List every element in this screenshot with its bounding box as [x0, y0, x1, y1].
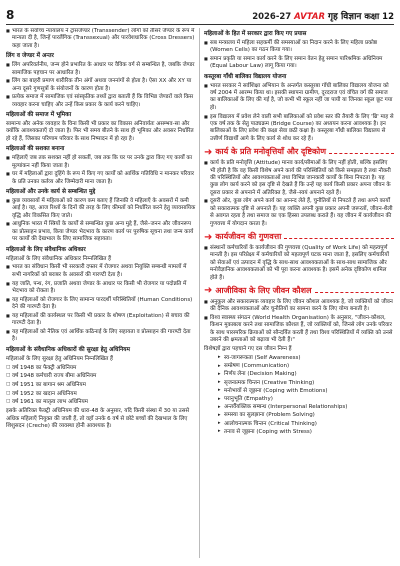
subheading: महिलाओं के लिए संवैधानिक अधिकार — [6, 246, 86, 253]
heading-rule — [329, 153, 394, 154]
list-item: ▸ समस्या का सुलझाना (Problem Solving) — [218, 412, 394, 419]
bullet-point: ■ संस्थानों कर्मचारियों के कार्यजीवन की गुणवत्ता (Quality of Work Life) को महत्वपूर्ण मानती है। इस परिप्रेक्ष्य में कर्मचारियों को महत्वपूर्ण घटक माना जाता है, इसलिए कर्मचारियों को सेवाओं एवं उत्पादन में वृद्धि के साथ-साथ आवश्यकताओं के साथ-साथ सामाजिक और मनोवैज्ञानिक आवश्यकताओं को भी पूरा करना आवश्यक है। इसमें अनेक दृष्टिकोण शामिल होते हैं। — [210, 245, 394, 282]
arrow-icon: ➜ — [204, 231, 213, 243]
bullet-point: ■ यह जाति, पन्थ, रंग, प्रजाति अथवा जेण्डर के आधार पर किसी भी रोजगार या पदोन्नति में भेदभाव को रोकता है। — [12, 281, 196, 296]
right-column — [204, 28, 394, 560]
list-item: □ वर्ष 1961 का मातृत्व लाभ अधिनियम — [12, 399, 196, 406]
heading-rule — [284, 238, 394, 239]
section-heading-text: आजीविका के लिए जीवन कौशल — [215, 286, 312, 296]
bullet-point: ■ यह महिलाओं को नैतिक एवं आर्थिक कठिनाई के लिए सहायता व प्रोत्साहन की गारण्टी देता है। — [12, 329, 196, 344]
list-item: ▸ मनोभावों से जूझना (Coping with Emotions) — [218, 388, 394, 395]
brand-logo: AVTAR — [294, 12, 326, 22]
bullet-point: ■ यह महिलाओं की कार्यस्थल पर किसी भी प्रकार के शोषण (Exploitation) से बचाव की गारण्टी देता है। — [12, 313, 196, 328]
bullet-point: ■ समान प्रकृति या समान कार्य करने के लिए समान वेतन हेतु समान पारिश्रमिक अधिनियम (Equal Labour Law) लागू किया गया। — [210, 56, 394, 71]
section-heading — [204, 147, 394, 158]
section-heading — [204, 286, 394, 297]
section-heading-text: कार्यजीवन की गुणवत्ता — [215, 232, 282, 242]
subheading: महिलाओं के हित में सरकार द्वारा किए गए प्रयास — [204, 31, 307, 37]
bullet-point: ■ इस विद्यालय में प्रवेश लेने वाली सभी बालिकाओं को प्रवेश स्तर की तैयारी के लिए 'ब्रि' माह से एक वर्ष तक के सेतु पाठ्यक्रम (Bridge Course) का अध्ययन करना आवश्यक है। इन बालिकाओं के लिए प्रवेश की कक्षा सेवा छठी कक्षा है। कस्तूरबा गाँधी बालिका विद्यालय से उत्तीर्ण विद्यार्थी आगे के लिए कार्य से शोध कर रहे हैं। — [210, 114, 394, 144]
list-item: ▸ सृजनात्मक चिन्तन (Creative Thinking) — [218, 380, 394, 387]
list-item: ▸ आलोचनात्मक चिन्तन (Critical Thinking) — [218, 421, 394, 428]
list-item: □ वर्ष 1948 का फैक्ट्री अधिनियम — [12, 365, 196, 372]
subheading: महिलाओं और उनके कार्य से सम्बन्धित मुद्दे — [6, 189, 96, 196]
subheading: लिंग व जेण्डर में अन्तर — [6, 53, 54, 60]
list-item: □ वर्ष 1952 का खदान अधिनियम — [12, 391, 196, 398]
arrow-icon: ➜ — [204, 146, 213, 158]
edition-label — [252, 9, 394, 22]
bullet-point: ■ सब मन्त्रालय में महिला सहकर्मी की समस्याओं का निदान करने के लिए महिला प्रकोष्ठ (Women Cells) का गठन किया गया। — [210, 40, 394, 55]
bullet-point: ■ विश्व स्वास्थ्य संगठन (World Health Organisation) के अनुसार, "जीवन-कौशल, किशन मुकाबला करने तथा सामाजिक कौशल हैं, जो व्यक्तियों को, जिनसे लोग उनके परिवार के साथ पारस्परिक क्रियाओं को सौन्दर्यित करती हैं तथा विश्व परिस्थितियों में व्यक्ति को उनसे उबरने की क्षमताओं को बढ़ावा भी देती हैं।" — [210, 315, 394, 345]
subject-title: गृह विज्ञान — [327, 12, 362, 22]
bullet-point: ■ आधुनिक भारत में स्त्रियों के कार्यों से सम्बन्धित कुछ अन्य मुद्दे हैं, जैसे–जनन और जीवनरूप का प्रोत्साहन प्रभाव, किया जेण्डर भेदभाव के कारण कार्य पर पुरुषिक सूचना तथा जन्म कार्य पर कार्यों की देखभाल के लिए सामाजिक सहायता। — [12, 221, 196, 243]
column-divider — [199, 28, 200, 558]
bullet-point: ■ प्रत्येक समाज में सामाजिक एवं सांस्कृतिक तथ्यों द्वारा बताती हैं कि विभिन्न जेण्डरों वाले किस व्यवहार करना चाहिए और उन्हें किस प्रकार के कार्य करने चाहिए। — [12, 94, 196, 109]
bullet-point: ■ लिंग का बाहरी प्रमाण शारीरिक तीन अंगों अथवा जननांगों से होता है। ऐसा XX और XY या अन्य दूसरे गुणसूत्रों के संयोजनों के कारण होता है। — [12, 78, 196, 93]
arrow-icon: ➜ — [204, 285, 213, 297]
paragraph: इसके अतिरिक्त फैक्ट्री अधिनियम की धारा-48 के अनुसार, यदि किसी संस्था में 30 या उससे अधिक महिलाएँ नियुक्त की जाती हैं, तो वहाँ उनके 6 वर्ष से छोटे बच्चों की देखभाल के लिए शिशुसदन (Creche) की व्यवस्था होनी आवश्यक है। — [6, 408, 190, 430]
page-header — [6, 8, 394, 25]
bullet-point: ■ महिलाएँ जब तक सशक्त नहीं हो सकतीं, जब तक कि घर पर उनके द्वारा किए गए कार्यों का मूल्यांकन नहीं किया जाता है। — [12, 155, 196, 170]
bullet-point: ■ भारत का संविधान किसी भी सरकारी दफ्तर में रोजगार अथवा नियुक्ति सम्बन्धी मामलों में सभी नागरिकों को बराबर के अवसरों की गारण्टी देता है। — [12, 264, 196, 279]
section-heading-text: कार्य के प्रति मनोवृत्तियाँ और दृष्टिकोण — [215, 147, 327, 157]
bullet-point: ■ भारत सरकार ने सर्वशिक्षा अभियान के अन्तर्गत कस्तूरबा गाँधी बालिका विद्यालय योजना को वर्ष 2004 में आरम्भ किया था। इसकी स्थापना ग्रामीण, दूरदराज एवं वंचित वर्ग की समाज का बालिकाओं के लिए की गई है, जो कभी भी स्कूल नहीं जा पायी या जिनका स्कूल छूट गया हो। — [210, 83, 394, 113]
subheading: महिलाओं के संवैधानिक अधिकारों की सुरक्षा हेतु अधिनियम — [6, 346, 131, 353]
bullet-point: ■ दूसरी ओर, कुछ लोग अपने कार्य का आनन्द लेते हैं, चुनौतियों से निपटते हैं तथा अपने कार्यों को सकारात्मक दृष्टि से अपनाते हैं। यह व्यक्ति अपनी कुछ प्रकार अपनी जरूरतों, जीवन-शैली से अवगत रहता है तथा समाज का एक हिस्सा उपलब्ध कराते हैं। यह जीवन में कार्यजीवन की गुणवत्ता में योगदान करता है। — [210, 198, 394, 228]
paragraph: विशेषज्ञों द्वारा पहचाने गए दस जीवन निम्न हैं — [204, 346, 292, 352]
list-item: ▸ परानुभूति (Empathy) — [218, 396, 394, 403]
list-item: ▸ सम्प्रेषण (Communication) — [218, 363, 394, 370]
subheading: महिलाओं की सशक्त बनाना — [6, 146, 65, 153]
list-item: ▸ स्व-जागरूकता (Self Awareness) — [218, 355, 394, 362]
list-item: ▸ निर्णय लेना (Decision Making) — [218, 371, 394, 378]
skills-list — [218, 355, 394, 436]
page-number: 8 — [6, 8, 15, 22]
bullet-point: ■ अनुकूल और सकारात्मक व्यवहार के लिए जीवन कौशल आवश्यक है, जो व्यक्तियों को जीवन की दैनिक आवश्यकताओं और चुनौतियों का सामना करने के लिए योग्य बनाती है। — [210, 299, 394, 314]
subheading: महिलाओं की समाज में भूमिका — [6, 112, 72, 119]
paragraph: महिलाओं के लिए सुरक्षा हेतु अधिनियम निम्नलिखित हैं — [6, 355, 113, 362]
list-item: ▸ अन्तर्वैयक्तिक सम्बन्ध (Interpersonal Relationships) — [218, 404, 394, 411]
bullet-point: ■ कुछ व्यवसायों में महिलाओं को कारण कम बताए हैं जिनकी वे महिलाएँ के अवसरों में कमी आई है। यह, आज रिश्तों के दिनों की तरह के लिए कीमतों को निर्धारित करने हेतु व्यावसायिक वृद्धि और विकसित किए जाते। — [12, 198, 196, 220]
section-heading — [204, 232, 394, 243]
bullet-point: ■ भारत के सर्वोच्च न्यायालय ने ट्रांसजेण्डर (Transsender) लोगों को तीसरे जेण्डर के रूप में मान्यता दी है, जिन्हें पारलैंगिक (Transsexual) और पारवेशधारिक (Cross Dressers) कहा जाता है। — [12, 28, 196, 50]
class-label: कक्षा 12 — [364, 12, 394, 22]
subheading: कस्तूरबा गाँधी बालिका विद्यालय योजना — [204, 73, 287, 80]
paragraph: महिलाओं के लिए संवैधानिक अधिकार निम्नलिखित हैं — [6, 255, 112, 262]
list-item: ▸ तनाव से जूझना (Coping with Stress) — [218, 429, 394, 436]
bullet-point: ■ लिंग अपरिवर्तनीय, जन्म होने प्रभारित के आधार पर वैविक वर्ग से सम्बन्धित है, जबकि जेण्डर सामाजिक पहचान पर आधारित है। — [12, 62, 196, 77]
left-column — [6, 28, 196, 560]
list-item: □ वर्ष 1948 कर्मचारी राज्य बीमा अधिनियम — [12, 373, 196, 380]
heading-rule — [315, 292, 395, 293]
bullet-point: ■ कार्य के प्रति मनोवृत्ति (Attitude) मानव कार्य/सीमाओं के लिए नहीं होती, बल्कि इसलिए भी होती है कि वह किसी विशेष अपने कार्य की परिस्थितियों को किसे समझता है तथा नौकरी की परिस्थितियों और आवश्यकताओं तथा विभिन्न जानकारी कार्यों के बिना निपटता है। यह कुछ लोग कार्य करने को इस दृष्टि से देखते हैं कि उन्हें यह कार्य किसी प्रकार अपना जीवन के दूसरा प्रकार से अपनाने में अतिरिक्त है, जैसे–स्वयं अपनाने रहते हैं। — [210, 160, 394, 197]
bullet-point: ■ घर में महिलाओं द्वारा दुहिंगे के रूप में किए गए कार्यों को आर्थिक गतिविधि न मानकर परिवार के प्रति उनका कर्तव्य और जिम्मेदारी माना जाता है। — [12, 171, 196, 186]
paragraph: सामान्य और अनेक व्यवहार के विना किसी भी प्रकार का विकास अनिवार्यतः असम्भव-सा और क्योंकि आवश्यकताएँ दो जाता है। फिर भी समय बीतने के साथ ही भूमिका और अवसर निर्धारित हो रहे हैं, जिसका परिणाम परिवार के साथ निष्पादन में हो रहा है। — [6, 121, 194, 142]
bullet-point: ■ यह महिलाओं को रोजगार के लिए सामान्य पारदर्शी परिस्थितियों (Human Conditions) देने की गारण्टी देता है। — [12, 297, 196, 312]
list-item: □ वर्ष 1951 का बागान श्रम अधिनियम — [12, 382, 196, 389]
edition-year: 2026-27 — [252, 12, 292, 22]
